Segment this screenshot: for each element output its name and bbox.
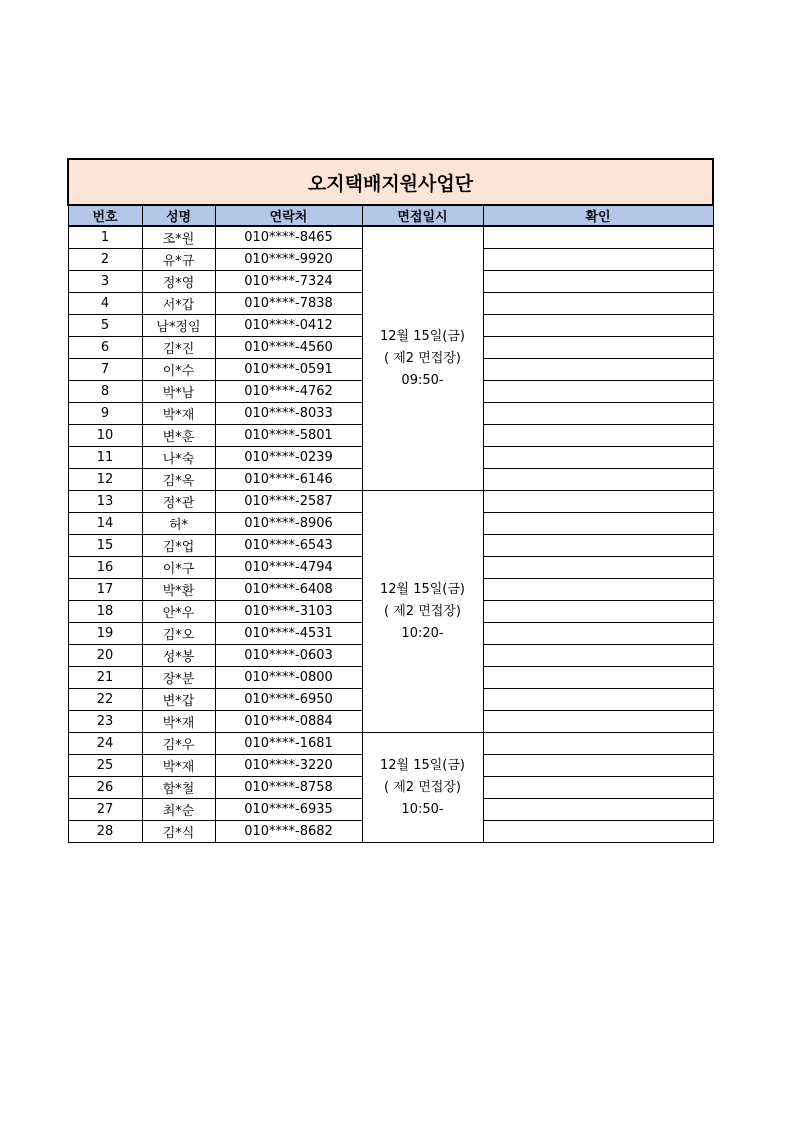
applicant-phone: 010****-0800 <box>215 667 362 689</box>
confirm-cell[interactable] <box>483 557 713 579</box>
confirm-cell[interactable] <box>483 667 713 689</box>
applicant-phone: 010****-3220 <box>215 755 362 777</box>
row-number: 24 <box>68 733 142 755</box>
applicant-name: 이*구 <box>142 557 215 579</box>
confirm-cell[interactable] <box>483 689 713 711</box>
applicant-name: 나*숙 <box>142 447 215 469</box>
applicant-name: 김*옥 <box>142 469 215 491</box>
applicant-name: 정*관 <box>142 491 215 513</box>
applicant-phone: 010****-0591 <box>215 359 362 381</box>
applicant-name: 박*재 <box>142 755 215 777</box>
applicant-phone: 010****-6935 <box>215 799 362 821</box>
header-confirm: 확인 <box>483 205 713 226</box>
interview-slot-place: ( 제2 면접장) <box>384 350 461 366</box>
interview-slot-time: 09:50- <box>401 372 444 388</box>
row-number: 11 <box>68 447 142 469</box>
confirm-cell[interactable] <box>483 293 713 315</box>
row-number: 7 <box>68 359 142 381</box>
row-number: 14 <box>68 513 142 535</box>
applicant-phone: 010****-5801 <box>215 425 362 447</box>
interview-slot-date: 12월 15일(금) <box>379 328 466 344</box>
confirm-cell[interactable] <box>483 249 713 271</box>
applicant-phone: 010****-1681 <box>215 733 362 755</box>
row-number: 8 <box>68 381 142 403</box>
applicant-name: 이*수 <box>142 359 215 381</box>
table-row <box>68 491 713 513</box>
applicant-name: 변*훈 <box>142 425 215 447</box>
interview-slot-date: 12월 15일(금) <box>379 581 466 597</box>
header-interview-datetime: 면접일시 <box>362 205 483 226</box>
applicant-name: 정*영 <box>142 271 215 293</box>
applicant-phone: 010****-9920 <box>215 249 362 271</box>
interview-slot-place: ( 제2 면접장) <box>384 603 461 619</box>
confirm-cell[interactable] <box>483 645 713 667</box>
row-number: 9 <box>68 403 142 425</box>
applicant-name: 남*정임 <box>142 315 215 337</box>
applicant-name: 성*봉 <box>142 645 215 667</box>
row-number: 21 <box>68 667 142 689</box>
row-number: 23 <box>68 711 142 733</box>
applicant-phone: 010****-4560 <box>215 337 362 359</box>
row-number: 18 <box>68 601 142 623</box>
confirm-cell[interactable] <box>483 777 713 799</box>
confirm-cell[interactable] <box>483 447 713 469</box>
sheet-title: 오지택배지원사업단 <box>68 159 713 205</box>
header-row <box>68 205 713 226</box>
row-number: 19 <box>68 623 142 645</box>
applicant-name: 함*철 <box>142 777 215 799</box>
interview-slot <box>362 226 483 491</box>
applicant-phone: 010****-6950 <box>215 689 362 711</box>
applicant-phone: 010****-6408 <box>215 579 362 601</box>
confirm-cell[interactable] <box>483 623 713 645</box>
confirm-cell[interactable] <box>483 535 713 557</box>
applicant-phone: 010****-6543 <box>215 535 362 557</box>
applicant-name: 김*식 <box>142 821 215 843</box>
interview-schedule-table <box>67 158 714 843</box>
title-row <box>68 159 713 205</box>
confirm-cell[interactable] <box>483 579 713 601</box>
table-body <box>68 226 713 843</box>
confirm-cell[interactable] <box>483 381 713 403</box>
applicant-name: 최*순 <box>142 799 215 821</box>
applicant-name: 조*원 <box>142 226 215 249</box>
applicant-name: 김*진 <box>142 337 215 359</box>
interview-slot <box>362 733 483 843</box>
confirm-cell[interactable] <box>483 821 713 843</box>
applicant-name: 박*재 <box>142 711 215 733</box>
applicant-phone: 010****-8758 <box>215 777 362 799</box>
row-number: 1 <box>68 226 142 249</box>
interview-slot-time: 10:20- <box>401 625 444 641</box>
confirm-cell[interactable] <box>483 403 713 425</box>
applicant-phone: 010****-2587 <box>215 491 362 513</box>
confirm-cell[interactable] <box>483 359 713 381</box>
row-number: 2 <box>68 249 142 271</box>
confirm-cell[interactable] <box>483 271 713 293</box>
applicant-phone: 010****-7324 <box>215 271 362 293</box>
interview-slot-place: ( 제2 면접장) <box>384 779 461 795</box>
applicant-phone: 010****-0412 <box>215 315 362 337</box>
applicant-name: 박*남 <box>142 381 215 403</box>
applicant-phone: 010****-6146 <box>215 469 362 491</box>
applicant-name: 김*우 <box>142 733 215 755</box>
applicant-phone: 010****-8033 <box>215 403 362 425</box>
applicant-name: 안*우 <box>142 601 215 623</box>
row-number: 26 <box>68 777 142 799</box>
confirm-cell[interactable] <box>483 315 713 337</box>
confirm-cell[interactable] <box>483 425 713 447</box>
confirm-cell[interactable] <box>483 337 713 359</box>
applicant-phone: 010****-8682 <box>215 821 362 843</box>
applicant-name: 서*갑 <box>142 293 215 315</box>
confirm-cell[interactable] <box>483 491 713 513</box>
row-number: 17 <box>68 579 142 601</box>
applicant-phone: 010****-7838 <box>215 293 362 315</box>
applicant-phone: 010****-0603 <box>215 645 362 667</box>
row-number: 6 <box>68 337 142 359</box>
row-number: 12 <box>68 469 142 491</box>
applicant-name: 장*분 <box>142 667 215 689</box>
applicant-name: 유*규 <box>142 249 215 271</box>
interview-slot-time: 10:50- <box>401 801 444 817</box>
interview-slot-date: 12월 15일(금) <box>379 757 466 773</box>
row-number: 27 <box>68 799 142 821</box>
interview-slot <box>362 491 483 733</box>
applicant-name: 김*오 <box>142 623 215 645</box>
table-row <box>68 733 713 755</box>
applicant-name: 박*재 <box>142 403 215 425</box>
confirm-cell[interactable] <box>483 755 713 777</box>
applicant-phone: 010****-8465 <box>215 226 362 249</box>
applicant-phone: 010****-4762 <box>215 381 362 403</box>
applicant-phone: 010****-0239 <box>215 447 362 469</box>
confirm-cell[interactable] <box>483 711 713 733</box>
row-number: 16 <box>68 557 142 579</box>
applicant-name: 변*갑 <box>142 689 215 711</box>
applicant-name: 김*업 <box>142 535 215 557</box>
confirm-cell[interactable] <box>483 799 713 821</box>
row-number: 22 <box>68 689 142 711</box>
row-number: 25 <box>68 755 142 777</box>
row-number: 20 <box>68 645 142 667</box>
table-row <box>68 226 713 249</box>
confirm-cell[interactable] <box>483 733 713 755</box>
applicant-phone: 010****-4531 <box>215 623 362 645</box>
applicant-phone: 010****-4794 <box>215 557 362 579</box>
row-number: 13 <box>68 491 142 513</box>
applicant-phone: 010****-8906 <box>215 513 362 535</box>
applicant-phone: 010****-0884 <box>215 711 362 733</box>
confirm-cell[interactable] <box>483 469 713 491</box>
header-contact: 연락처 <box>215 205 362 226</box>
header-name: 성명 <box>142 205 215 226</box>
confirm-cell[interactable] <box>483 226 713 249</box>
row-number: 10 <box>68 425 142 447</box>
row-number: 5 <box>68 315 142 337</box>
applicant-name: 허* <box>142 513 215 535</box>
applicant-name: 박*환 <box>142 579 215 601</box>
row-number: 3 <box>68 271 142 293</box>
confirm-cell[interactable] <box>483 601 713 623</box>
header-no: 번호 <box>68 205 142 226</box>
confirm-cell[interactable] <box>483 513 713 535</box>
applicant-phone: 010****-3103 <box>215 601 362 623</box>
row-number: 4 <box>68 293 142 315</box>
row-number: 15 <box>68 535 142 557</box>
row-number: 28 <box>68 821 142 843</box>
